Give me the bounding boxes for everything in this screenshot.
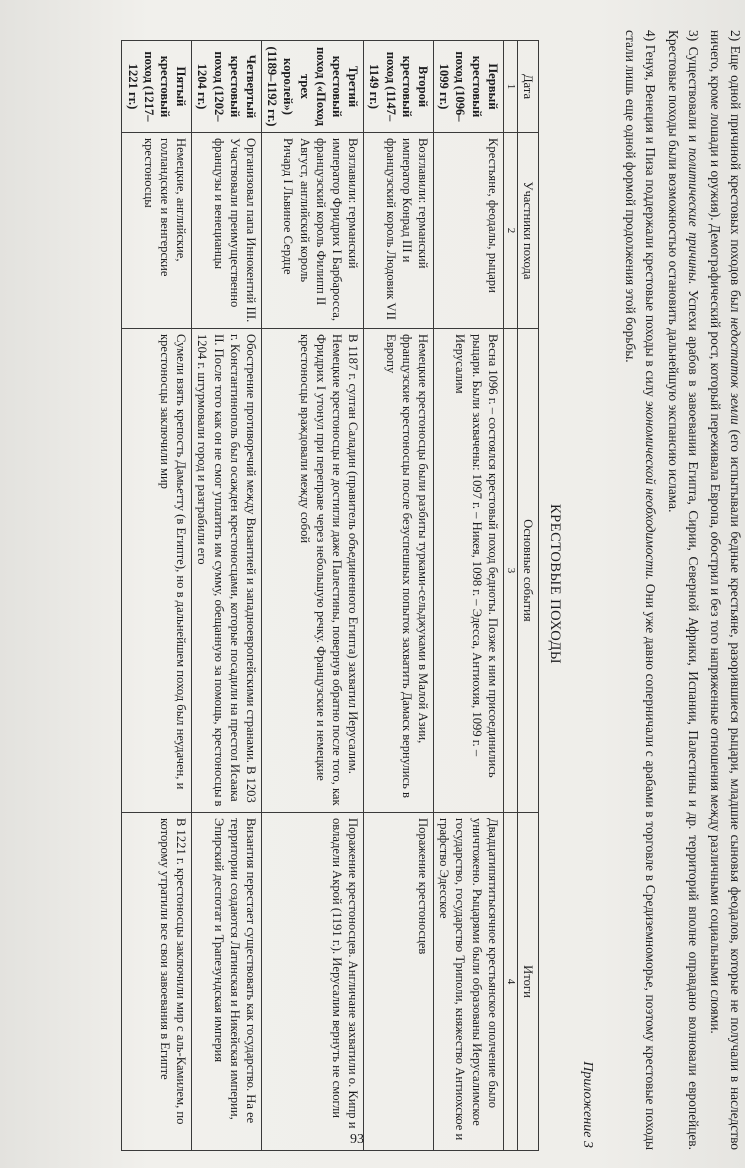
crusade-participants: Возглавили: германский император Конрад III и французский король Людовик VII	[364, 133, 434, 329]
table-row	[433, 41, 503, 1151]
column-number: 3	[503, 329, 517, 813]
paragraph-political-causes: 3) Существовали и политические причины. Успехи арабов в завоевании Египта, Сирии, Северной Африки, Испании, Палестины и др. территорий вполне оправдано волновали европейцев. Крестовые походы были возможностью остановить дальнейшую экспансию ислама.	[666, 30, 701, 1150]
crusade-date: Второй крестовый поход (1147–1149 гг.)	[364, 41, 434, 133]
paragraph-economic-causes: 4) Генуя, Венеция и Пиза поддержали крестовые походы в силу экономической необходимости. Они уже давно соперничали с арабами в торговле в Средиземноморье, поэтому крестовые походы стали лишь еще одной формой продолжения этой борьбы.	[623, 30, 658, 1151]
page-number: 93	[350, 1132, 364, 1147]
appendix-label: Приложение 3	[580, 1061, 595, 1148]
header-events: Основные события	[517, 329, 538, 813]
crusade-participants: Крестьяне, феодалы, рыцари	[433, 133, 503, 329]
table-row	[122, 41, 192, 1151]
crusade-events: Обострение противоречий между Византией и западноевропейскими странами. В 1203 г. Константинополь был осажден крестоносцами, которые посадили на престол Исаака II. После того как он не смог уплатить им сумму, обещанную за помощь, крестоносцы в 1204 г. штурмовали город и разграбили его	[192, 329, 262, 813]
column-number: 4	[503, 813, 517, 1151]
crusade-results: Поражение крестоносцев	[364, 813, 434, 1151]
table-row	[364, 41, 434, 1151]
crusade-events: Весна 1096 г. – состоялся крестовый поход бедноты. Позже к ним присоединились рыцари. Были захвачены: 1097 г. – Никея, 1098 г. – Эдесса, Антиохия, 1099 г. – Иерусалим	[433, 329, 503, 813]
header-participants: Участники похода	[517, 133, 538, 329]
column-number: 1	[503, 41, 517, 133]
table-row	[192, 41, 262, 1151]
crusade-events: Сумели взять крепость Дамьетту (в Египте), но в дальнейшем поход был неудачен, и крестоносцы заключили мир	[122, 329, 192, 813]
crusade-participants: Немецкие, английские, голландские и венгерские крестоносцы	[122, 133, 192, 329]
header-results: Итоги	[517, 813, 538, 1151]
table-header-row	[517, 41, 538, 1151]
column-number: 2	[503, 133, 517, 329]
table-row	[261, 41, 363, 1151]
crusades-table	[121, 40, 539, 1151]
paragraph-land-shortage: 2) Еще одной причиной крестовых походов был недостаток земли (его испытывали бедные крестьяне, разорившиеся рыцари, младшие сыновья феодалов, которые не получали в наследство ничего, кроме лошади и оружия). Демографический рост, который переживала Европа, обострил и без того напряженные отношения между различными социальными слоями.	[708, 30, 743, 1150]
crusade-date: Первый крестовый поход (1096–1099 гг.)	[433, 41, 503, 133]
crusade-results: Поражение крестоносцев. Англичане захватили о. Кипр и овладели Акрой (1191 г.). Иерусалим вернуть не смогли	[261, 813, 363, 1151]
crusade-participants: Возглавили: германский император Фридрих I Барбаросса, французский король Филипп II Август, английский король Ричард I Львиное Сердце	[261, 133, 363, 329]
crusade-events: Немецкие крестоносцы были разбиты турками-сельджуками в Малой Азии, французские крестоносцы после безуспешных попыток захватить Дамаск вернулись в Европу	[364, 329, 434, 813]
crusade-participants: Организовал папа Иннокентий III. Участвовали преимущественно французы и венецианцы	[192, 133, 262, 329]
crusade-results: Византия перестает существовать как государство. На ее территории создаются Латинская и Никейская империи, Эпирский деспотат и Трапезундская империя	[192, 813, 262, 1151]
table-title: КРЕСТОВЫЕ ПОХОДЫ	[547, 503, 563, 665]
crusade-results: Двадцатипятитысячное крестьянское ополчение было уничтожено. Рыцарями были образованы Иерусалимское государство, государство Триполи, княжество Антиохское и графство Эдесское	[433, 813, 503, 1151]
crusade-events: В 1187 г. султан Саладин (правитель объединенного Египта) захватил Иерусалим. Немецкие крестоносцы не достигли даже Палестины, повернув обратно после того, как Фридрих I утонул при переправе через небольшую речку. Французские и немецкие крестоносцы враждовали между собой	[261, 329, 363, 813]
header-date: Дата	[517, 41, 538, 133]
crusade-date: Четвертый крестовый поход (1202–1204 гг.)	[192, 41, 262, 133]
crusade-results: В 1221 г. крестоносцы заключили мир с аль-Камилем, по которому утратили все свои завоевания в Египте	[122, 813, 192, 1151]
crusade-date: Третий крестовый поход («Поход трех королей») (1189–1192 гг.)	[261, 41, 363, 133]
crusade-date: Пятый крестовый поход (1217–1221 гг.)	[122, 41, 192, 133]
column-number-row	[503, 41, 517, 1151]
